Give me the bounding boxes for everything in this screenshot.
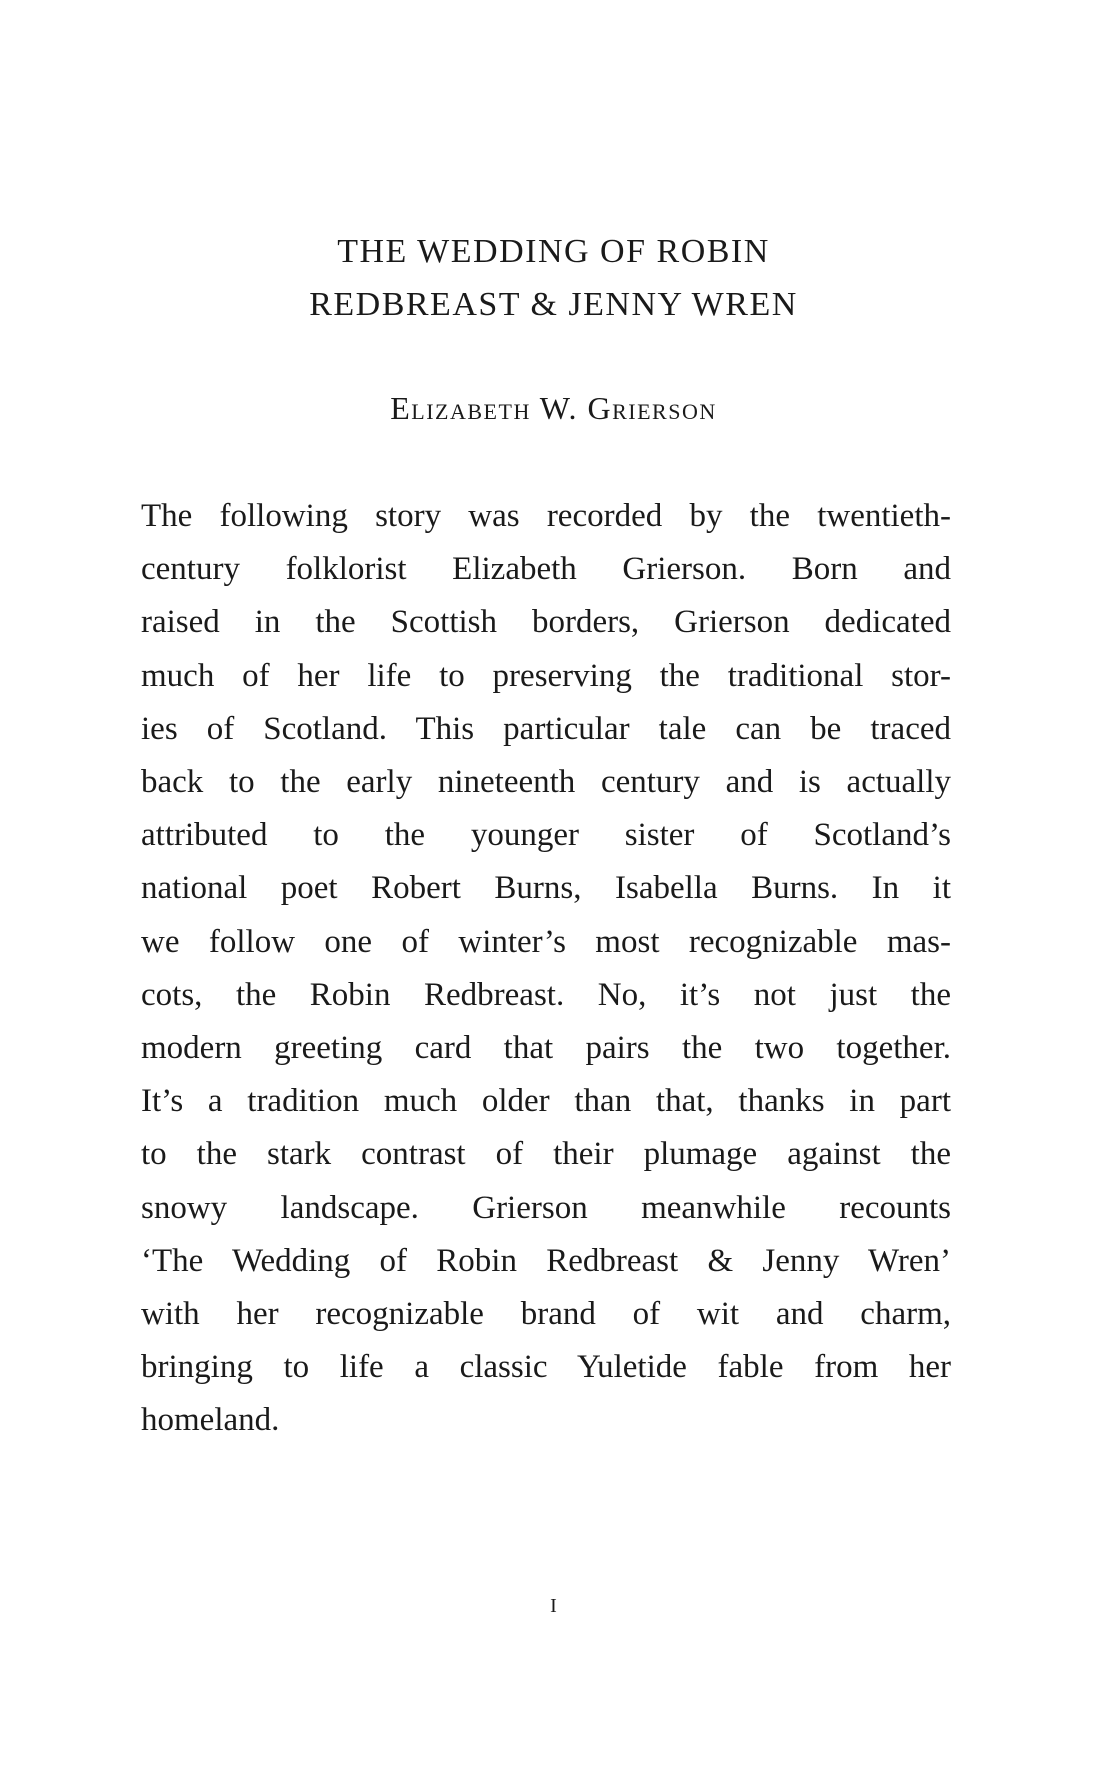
- paragraph-line: modern greeting card that pairs the two together.: [141, 1030, 951, 1067]
- page-number: i: [550, 1588, 557, 1619]
- paragraph-line: ‘The Wedding of Robin Redbreast & Jenny Wren’: [141, 1242, 951, 1279]
- paragraph-line: back to the early nineteenth century and is actually: [141, 764, 951, 801]
- paragraph-line: raised in the Scottish borders, Grierson dedicated: [141, 604, 951, 641]
- paragraph-line: snowy landscape. Grierson meanwhile recounts: [141, 1189, 951, 1226]
- chapter-title: [0, 225, 1107, 331]
- paragraph-line: century folklorist Elizabeth Grierson. Born and: [141, 551, 951, 588]
- paragraph-line: bringing to life a classic Yuletide fable from her: [141, 1349, 951, 1386]
- chapter-title-line-2: REDBREAST & JENNY WREN: [309, 286, 798, 323]
- paragraph-line: The following story was recorded by the twentieth-: [141, 498, 951, 534]
- paragraph-line: to the stark contrast of their plumage against the: [141, 1136, 951, 1173]
- paragraph-line: we follow one of winter’s most recognizable mas-: [141, 923, 951, 960]
- paragraph-line: attributed to the younger sister of Scotland’s: [141, 817, 951, 854]
- chapter-title-line-1: THE WEDDING OF ROBIN: [337, 233, 770, 270]
- paragraph-line: cots, the Robin Redbreast. No, it’s not just the: [141, 976, 951, 1013]
- paragraph-line: ies of Scotland. This particular tale can be traced: [141, 710, 951, 747]
- introduction-paragraph: [141, 490, 951, 1448]
- paragraph-line: much of her life to preserving the traditional stor-: [141, 657, 951, 694]
- paragraph-line: It’s a tradition much older than that, thanks in part: [141, 1083, 951, 1120]
- paragraph-line: national poet Robert Burns, Isabella Burns. In it: [141, 870, 951, 907]
- paragraph-line: with her recognizable brand of wit and charm,: [141, 1296, 951, 1333]
- paragraph-line: homeland.: [141, 1402, 280, 1439]
- author-name: Elizabeth W. Grierson: [390, 390, 717, 426]
